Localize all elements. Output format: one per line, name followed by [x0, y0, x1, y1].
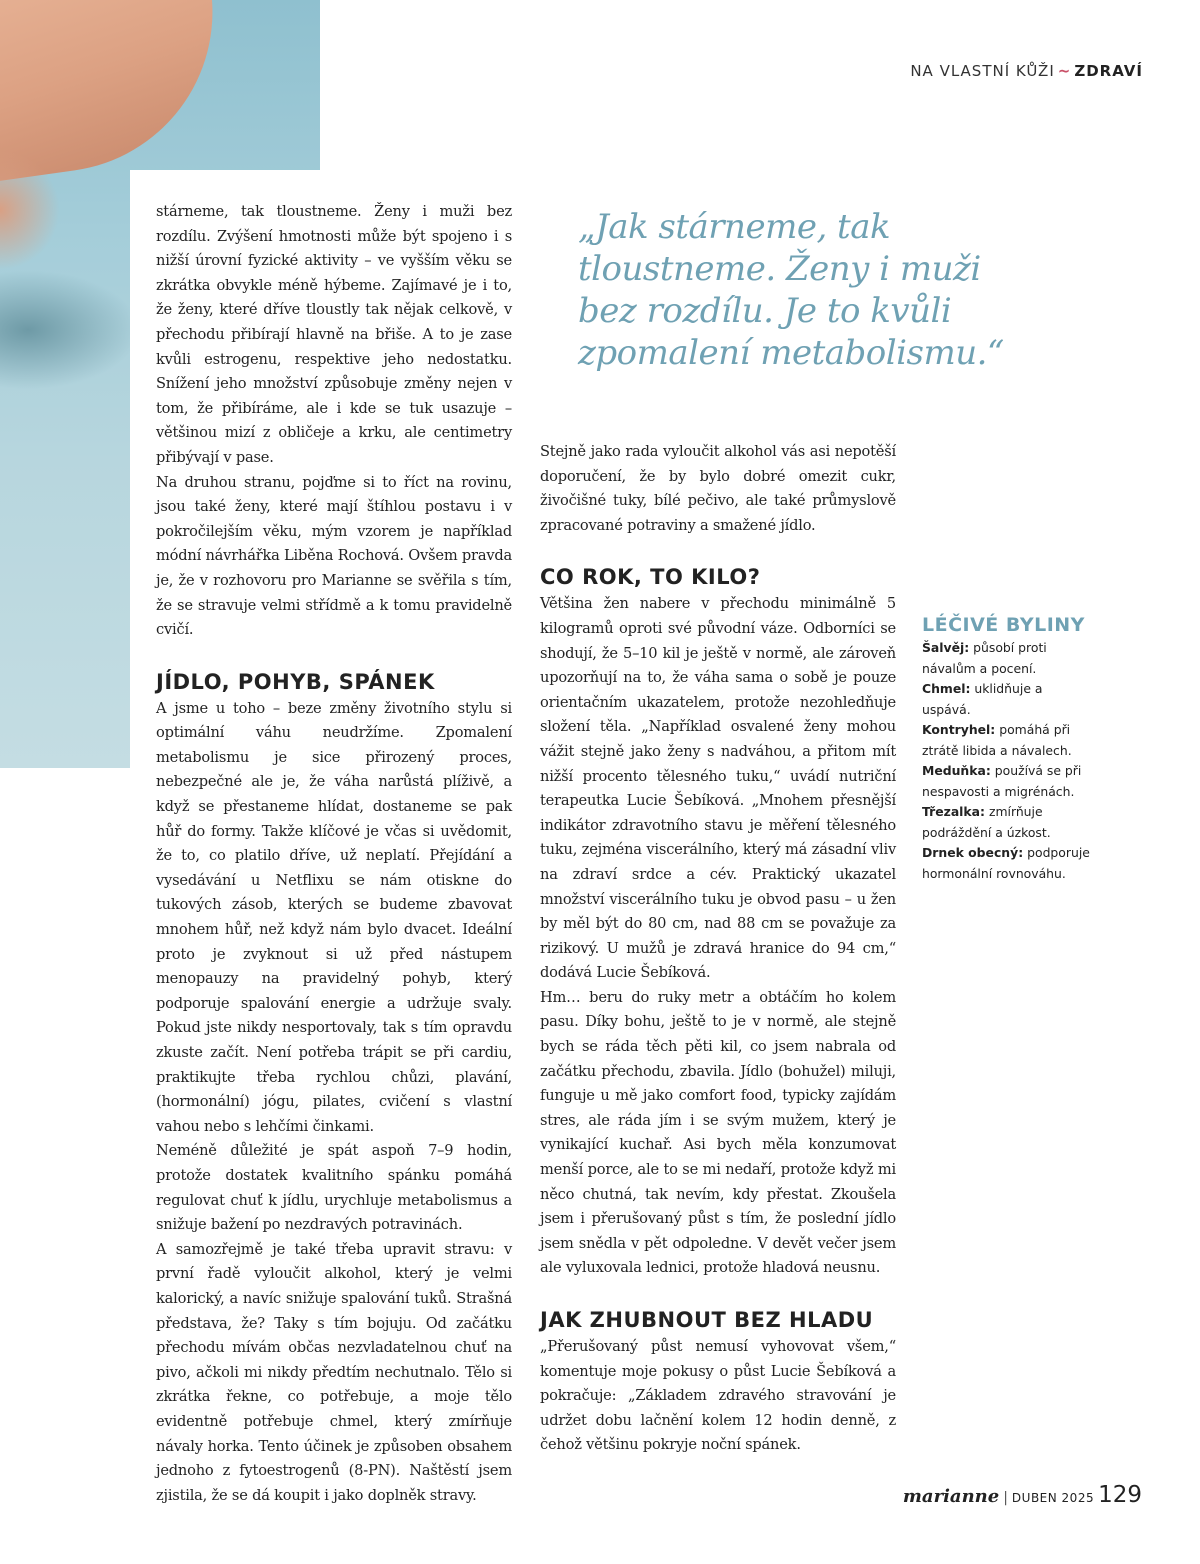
- section-heading: JAK ZHUBNOUT BEZ HLADU: [540, 1308, 874, 1332]
- herb-name: Chmel:: [922, 681, 971, 696]
- herb-entry: [922, 638, 1092, 679]
- sidebar-title: LÉČIVÉ BYLINY: [922, 614, 1085, 636]
- herb-text: uklidňuje a uspává.: [922, 681, 1043, 717]
- herb-text: podporuje hormonální rovnováhu.: [922, 845, 1090, 881]
- paragraph: Neméně důležité je spát aspoň 7–9 hodin, protože dostatek kvalitního spánku pomáhá regulovat chuť k jídlu, urychluje metabolismus a snižuje bažení po nezdravých potravinách.: [156, 1142, 512, 1234]
- issue-date: DUBEN 2025: [1011, 1491, 1095, 1505]
- category-label: ZDRAVÍ: [1074, 62, 1143, 80]
- section-label: NA VLASTNÍ KŮŽI: [910, 62, 1055, 80]
- section-heading: CO ROK, TO KILO?: [540, 565, 761, 590]
- herb-entry: [922, 802, 1092, 843]
- column-left: [156, 200, 512, 1508]
- herb-text: působí proti návalům a pocení.: [922, 640, 1047, 676]
- paragraph: Většina žen nabere v přechodu minimálně 5 kilogramů oproti své původní váze. Odborníci se shodují, že 5–10 kil je ještě v normě, ale zároveň upozorňují na to, že váha sama o sobě je pouze orientačním ukazatelem, protože nezohledňuje složení těla. „Například osvalené ženy mohou vážit stejně jako ženy s nadváhou, a přitom mít nižší procento tělesného tuku,“ uvádí nutriční terapeutka Lucie Šebíková. „Mnohem přesnější indikátor zdravotního stavu je měření tělesného tuku, zejména viscerálního, který má zásadní vliv na zdraví srdce a cév. Praktický ukazatel množství viscerálního tuku je obvod pasu – u žen by měl být do 80 cm, nad 88 cm se považuje za rizikový. U mužů je zdravá hranice do 94 cm,“ dodává Lucie Šebíková.: [540, 595, 896, 982]
- pull-quote: „Jak stárneme, tak tloustneme. Ženy i muži bez rozdílu. Je to kvůli zpomalení metabolismu.“: [578, 207, 1004, 373]
- paragraph: „Přerušovaný půst nemusí vyhovovat všem,“ komentuje moje pokusy o půst Lucie Šebíková a pokračuje: „Základem zdravého stravování je udržet dobu lačnění kolem 12 hodin denně, z čehož většinu pokryje noční spánek.: [540, 1338, 896, 1454]
- herb-text: pomáhá při ztrátě libida a návalech.: [922, 722, 1072, 758]
- herb-name: Třezalka:: [922, 804, 985, 819]
- herb-text: zmírňuje podráždění a úzkost.: [922, 804, 1051, 840]
- herb-entry: [922, 679, 1092, 720]
- paragraph: A samozřejmě je také třeba upravit stravu: v první řadě vyloučit alkohol, který je velmi kalorický, a navíc snižuje spalování tuků. Strašná představa, že? Taky s tím bojuju. Od začátku přechodu mívám občas nezvladatelnou chuť na pivo, ačkoli mi nikdy předtím nechutnalo. Tělo si zkrátka řekne, co potřebuje, a moje tělo evidentně potřebuje chmel, který zmírňuje návaly horka. Tento účinek je způsoben obsahem jednoho z fytoestrogenů (8-PN). Naštěstí jsem zjistila, že se dá koupit i jako doplněk stravy.: [156, 1240, 512, 1504]
- herb-text: používá se při nespavosti a migrénách.: [922, 763, 1082, 799]
- paragraph: Na druhou stranu, pojďme si to říct na rovinu, jsou také ženy, které mají štíhlou postavu i v pokročilejším věku, mým vzorem je například módní návrhářka Liběna Rochová. Ovšem pravda je, že v rozhovoru pro Marianne se svěřila s tím, že se stravuje velmi střídmě a k tomu pravidelně cvičí.: [156, 473, 513, 639]
- paragraph: Stejně jako rada vyloučit alkohol vás asi nepotěší doporučení, že by bylo dobré omezit cukr, živočišné tuky, bílé pečivo, ale také průmyslově zpracované potraviny a smažené jídlo.: [540, 443, 896, 534]
- footer-separator: |: [1003, 1490, 1008, 1506]
- section-heading: JÍDLO, POHYB, SPÁNEK: [156, 669, 435, 694]
- herb-name: Meduňka:: [922, 763, 991, 778]
- section-header: [910, 62, 1143, 80]
- page-footer: [903, 1482, 1142, 1508]
- column-middle: [540, 440, 896, 1458]
- page-number: 129: [1098, 1482, 1142, 1508]
- paragraph: A jsme u toho – beze změny životního stylu si optimální váhu neudržíme. Zpomalení metabolismu je sice přirozený proces, nebezpečné ale je, že váha narůstá plíživě, a když se přestaneme hlídat, dostaneme se pak hůř do formy. Takže klíčové je včas si uvědomit, že to, co platilo dříve, už neplatí. Přejídání a vysedávání u Netflixu se nám otiskne do tukových zásob, kterých se budeme zbavovat mnohem hůř, než když nám bylo dvacet. Ideální proto je zvyknout si už před nástupem menopauzy na pravidelný pohyb, který podporuje spalování energie a udržuje svaly. Pokud jste nikdy nesportovaly, tak s tím opravdu zkuste začít. Není potřeba trápit se při cardiu, praktikujte třeba rychlou chůzi, plavání, (hormonální) jógu, pilates, cvičení s vlastní vahou nebo s lehčími činkami.: [156, 699, 512, 1135]
- paragraph: Hm… beru do ruky metr a obtáčím ho kolem pasu. Díky bohu, ještě to je v normě, ale stejně bych se ráda těch pěti kil, co jsem nabrala od začátku přechodu, zbavila. Jídlo (bohužel) miluji, funguje u mě jako comfort food, typicky zajídám stres, ale ráda jím i se svým mužem, který je vynikající kuchař. Asi bych měla konzumovat menší porce, ale to se mi nedaří, protože když mi něco chutná, tak nevím, kdy přestat. Zkoušela jsem i přerušovaný půst s tím, že poslední jídlo jsem snědla v pět odpoledne. V devět večer jsem ale vyluxovala lednici, protože hladová neusnu.: [540, 988, 896, 1277]
- herb-name: Kontryhel:: [922, 722, 996, 737]
- herbs-sidebar: [922, 614, 1092, 884]
- wave-icon: ~: [1057, 62, 1072, 80]
- herb-entry: [922, 720, 1092, 761]
- herb-entry: [922, 843, 1092, 884]
- herb-name: Drnek obecný:: [922, 845, 1024, 860]
- magazine-logo: marianne: [902, 1486, 1000, 1507]
- photo-blur: [0, 270, 140, 390]
- herb-entry: [922, 761, 1092, 802]
- herb-name: Šalvěj:: [922, 640, 970, 655]
- paragraph: stárneme, tak tloustneme. Ženy i muži bez rozdílu. Zvýšení hmotnosti může být spojeno i s nižší úrovní fyzické aktivity – ve vyšším věku se zkrátka obvykle méně hýbeme. Zajímavé je i to, že ženy, které dříve tloustly tak nějak celkově, v přechodu přibírají hlavně na břiše. A to je zase kvůli estrogenu, respektive jeho nedostatku. Snížení jeho množství způsobuje změny nejen v tom, že přibíráme, ale i kde se tuk usazuje – většinou mizí z obličeje a krku, ale centimetry přibývají v pase.: [156, 203, 512, 466]
